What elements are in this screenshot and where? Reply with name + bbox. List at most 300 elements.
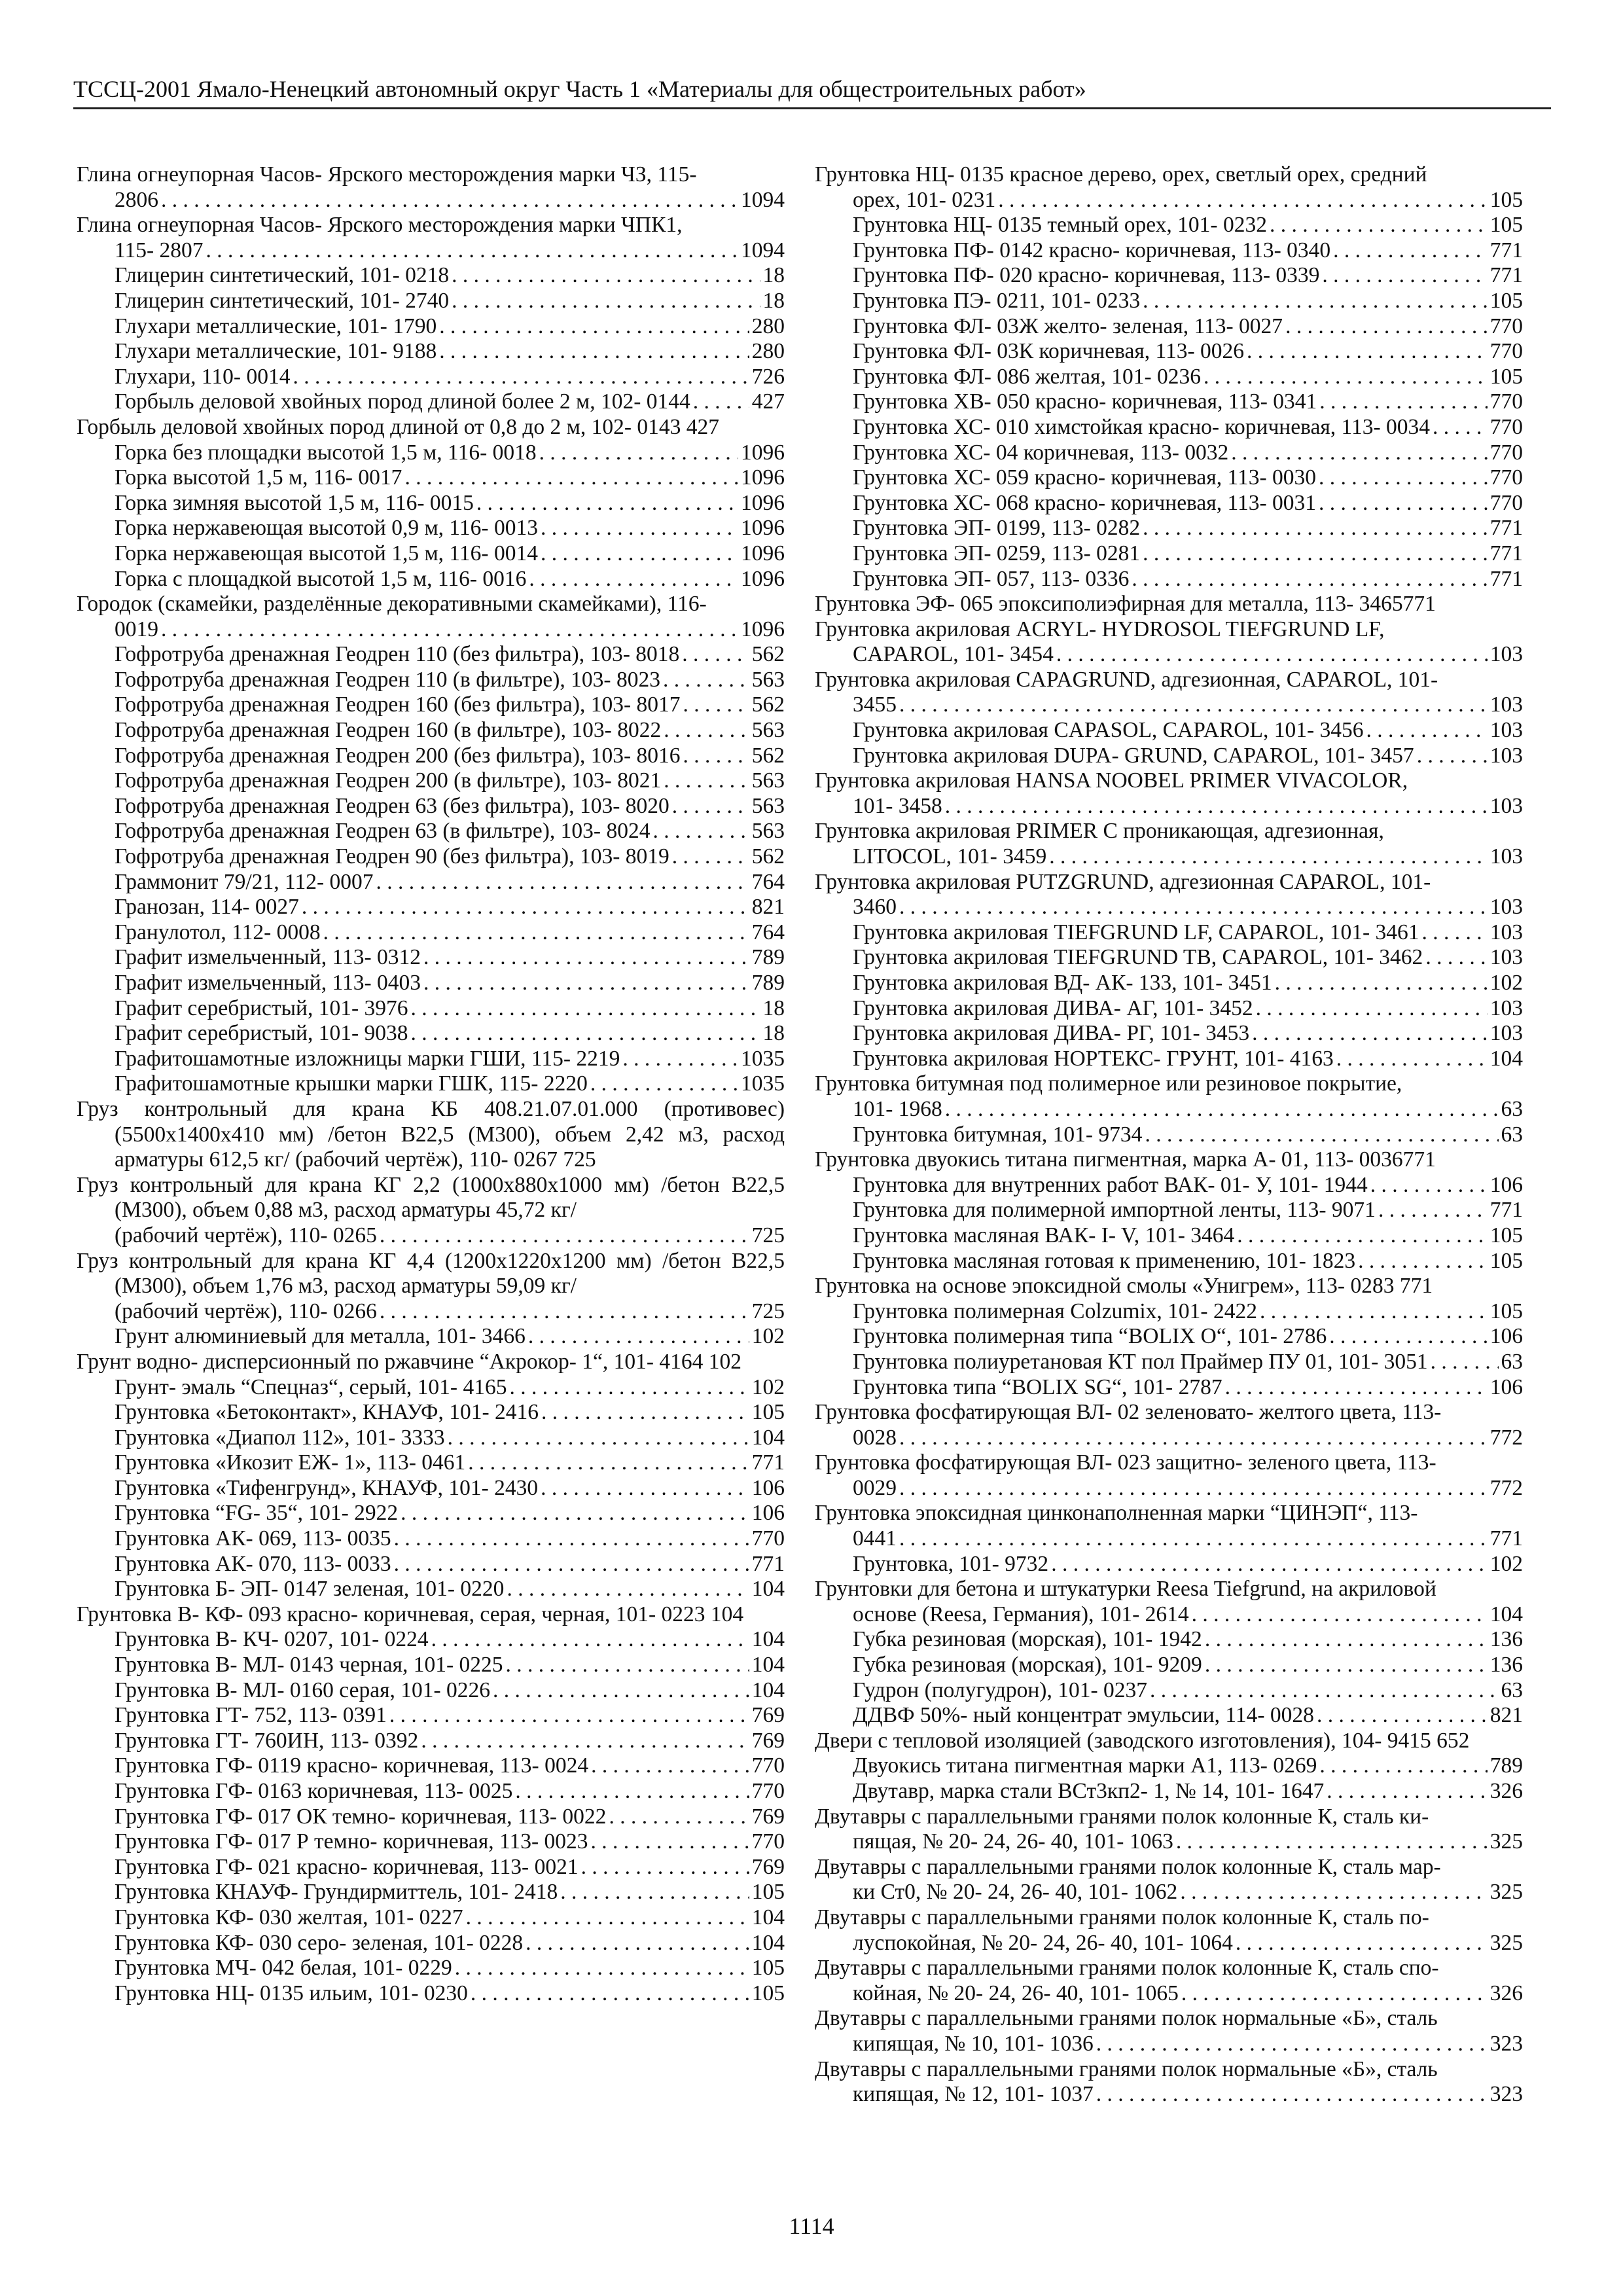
index-entry [77, 1703, 785, 1729]
entry-page-number: 18 [762, 996, 785, 1020]
entry-text: Грунтовка полимерная типа “BOLIX O“, 101- 2786 [853, 1324, 1327, 1349]
entry-text: Горка с площадкой высотой 1,5 м, 116- 0016 [115, 566, 527, 591]
entry-text: Грунтовка «Диапол 112», 101- 3333 [115, 1425, 445, 1450]
entry-text: Грунтовка ФЛ- 086 желтая, 101- 0236 [853, 364, 1201, 389]
entry-text: Грунтовка АК- 069, 113- 0035 [115, 1526, 391, 1551]
index-entry [815, 1021, 1523, 1047]
entry-text: Грунтовка фосфатирующая ВЛ- 023 защитно- зеленого цвета, 113- [815, 1450, 1436, 1475]
dot-leader [431, 1627, 749, 1653]
dot-leader [1422, 920, 1488, 946]
index-entry [77, 1855, 785, 1880]
dot-leader [161, 188, 738, 213]
entry-page-number: 102 [1489, 1551, 1523, 1576]
index-entry [815, 1552, 1523, 1577]
entry-text: Грунтовка типа “BOLIX SG“, 101- 2787 [853, 1374, 1222, 1399]
entry-text: ДДВФ 50%- ный концентрат эмульсии, 114- 0028 [853, 1703, 1314, 1728]
index-entry [815, 314, 1523, 340]
index-entry [77, 1097, 785, 1173]
index-entry [77, 1400, 785, 1426]
index-entry [815, 1779, 1523, 1804]
index-entry [815, 162, 1523, 213]
dot-leader [683, 744, 749, 769]
entry-text: орех, 101- 0231 [853, 187, 996, 212]
index-entry [815, 1350, 1523, 1375]
index-entry [77, 1501, 785, 1526]
entry-page-number: 789 [751, 971, 785, 995]
entry-text: Глухари, 110- 0014 [115, 364, 291, 389]
entry-page-number: 770 [1489, 339, 1523, 364]
index-entry [77, 1627, 785, 1653]
entry-page-number: 326 [1489, 1779, 1523, 1803]
index-entry [77, 744, 785, 769]
dot-leader [693, 389, 749, 415]
dot-leader [1270, 213, 1488, 238]
entry-page-number: 103 [1489, 718, 1523, 743]
dot-leader [1143, 541, 1488, 567]
entry-text: койная, № 20- 24, 26- 40, 101- 1065 [853, 1981, 1179, 2005]
dot-leader [452, 289, 760, 314]
entry-page-number: 725 [751, 1223, 785, 1247]
index-entry [815, 1804, 1523, 1855]
entry-text: Грунтовка полиуретановая КТ пол Праймер ПУ 01, 101- 3051 [853, 1349, 1428, 1374]
dot-leader [1319, 389, 1487, 415]
entry-page-number: 325 [1489, 1930, 1523, 1955]
entry-text: Грунтовка акриловая НОРТЕКС- ГРУНТ, 101- 4163 [853, 1046, 1334, 1071]
dot-leader [380, 1223, 749, 1249]
entry-text: Гофротруба дренажная Геодрен 200 (без фильтра), 103- 8016 [115, 743, 681, 768]
dot-leader [682, 642, 749, 668]
dot-leader [1433, 415, 1488, 440]
index-entry [77, 768, 785, 794]
entry-page-number: 103 [1489, 743, 1523, 768]
entry-text: Гофротруба дренажная Геодрен 63 (в фильтре), 103- 8024 [115, 819, 651, 844]
dot-leader [1145, 1122, 1498, 1148]
entry-page-number: 323 [1489, 2082, 1523, 2107]
index-entry [77, 592, 785, 642]
dot-leader [1329, 1324, 1488, 1350]
index-entry [815, 1627, 1523, 1653]
index-entry [815, 718, 1523, 744]
entry-text: Грунтовка «Икозит ЕЖ- 1», 113- 0461 [115, 1450, 466, 1475]
entry-text: Двутавры с параллельными гранями полок колонные К, сталь по- [815, 1905, 1429, 1929]
index-entry [815, 1071, 1523, 1122]
dot-leader [1252, 1021, 1488, 1047]
entry-text: Двутавры с параллельными гранями полок колонные К, сталь ки- [815, 1804, 1429, 1829]
index-entry [77, 1678, 785, 1704]
dot-leader [1176, 1829, 1488, 1855]
entry-text: Гофротруба дренажная Геодрен 200 (в фильтре), 103- 8021 [115, 768, 662, 793]
entry-text: Груз контрольный для крана КБ 408.21.07.01.000 (противовес) (5500х1400х410 мм) /бетон В22,5 (М300), объем 2,42 м3, расход арматуры 612,5 кг/ (рабочий чертёж), 110- 0267 725 [77, 1096, 785, 1172]
entry-text: Грунтовка ЭФ- 065 эпоксиполиэфирная для металла, 113- 3465771 [815, 592, 1436, 617]
entry-page-number: 326 [1489, 1981, 1523, 2005]
index-column-right [815, 162, 1523, 2108]
entry-page-number: 821 [1489, 1703, 1523, 1728]
entry-page-number: 821 [751, 895, 785, 920]
dot-leader [1319, 491, 1488, 516]
dot-leader [1096, 2082, 1488, 2108]
dot-leader [1132, 567, 1487, 592]
index-entry [815, 592, 1523, 617]
entry-text: Грунтовка ПЭ- 0211, 101- 0233 [853, 288, 1141, 313]
dot-leader [1378, 1198, 1488, 1223]
dot-leader [581, 1855, 749, 1880]
entry-text: Грунт- эмаль “Спецназ“, серый, 101- 4165 [115, 1374, 507, 1399]
dot-leader [663, 668, 749, 693]
entry-page-number: 563 [751, 793, 785, 818]
index-entry [77, 1905, 785, 1931]
entry-page-number: 325 [1489, 1880, 1523, 1905]
entry-page-number: 105 [1489, 1299, 1523, 1323]
entry-text: Грунтовка ГФ- 017 ОК темно- коричневая, 113- 0022 [115, 1804, 607, 1829]
index-entry [815, 1855, 1523, 1905]
dot-leader [1150, 1678, 1499, 1704]
entry-text: Двутавр, марка стали ВСт3кп2- 1, № 14, 101- 1647 [853, 1779, 1325, 1803]
entry-text: Грунтовка полимерная Colzumix, 101- 2422 [853, 1299, 1257, 1323]
index-entry [815, 365, 1523, 390]
index-entry [77, 692, 785, 718]
dot-leader [1051, 1552, 1488, 1577]
entry-page-number: 104 [1489, 1602, 1523, 1626]
entry-page-number: 1096 [741, 541, 785, 565]
dot-leader [394, 1526, 749, 1552]
index-entry [815, 1703, 1523, 1729]
entry-text: Грунтовка акриловая PRIMER C проникающая, адгезионная, [815, 819, 1384, 844]
entry-text: Грунтовка АК- 070, 113- 0033 [115, 1551, 391, 1576]
dot-leader [1049, 844, 1488, 870]
running-header: ТССЦ-2001 Ямало-Ненецкий автономный округ Часть 1 «Материалы для общестроительных работ» [73, 73, 1551, 109]
entry-text: Грунтовка КНАУФ- Грундирмиттель, 101- 2418 [115, 1880, 558, 1905]
entry-page-number: 1096 [741, 617, 785, 641]
dot-leader [448, 1426, 749, 1451]
entry-text: Грунт водно- дисперсионный по ржавчине “Акрокор- 1“, 101- 4164 102 [77, 1349, 742, 1374]
entry-text: Гранулотол, 112- 0008 [115, 920, 321, 944]
index-entry [815, 1653, 1523, 1678]
entry-text: Двутавры с параллельными гранями полок нормальные «Б», сталь [815, 2056, 1438, 2081]
index-entry [77, 1426, 785, 1451]
dot-leader [1143, 516, 1488, 541]
entry-page-number: 103 [1489, 895, 1523, 920]
entry-page-number: 1035 [741, 1071, 785, 1096]
dot-leader [439, 314, 749, 340]
entry-text: Глина огнеупорная Часов- Ярского месторождения марки ЧЗ, 115- [77, 162, 697, 187]
entry-page-number: 726 [751, 364, 785, 389]
entry-page-number: 18 [762, 263, 785, 288]
index-entry [815, 920, 1523, 946]
entry-text: 0028 [853, 1425, 897, 1450]
entry-page-number: 102 [751, 1374, 785, 1399]
entry-page-number: 103 [1489, 642, 1523, 667]
index-entry [77, 1804, 785, 1830]
entry-page-number: 771 [1489, 238, 1523, 262]
entry-page-number: 104 [751, 1930, 785, 1955]
dot-leader [1205, 1627, 1488, 1653]
entry-page-number: 771 [1489, 566, 1523, 591]
index-entry [77, 1653, 785, 1678]
entry-text: Грунтовка Б- ЭП- 0147 зеленая, 101- 0220 [115, 1577, 505, 1602]
entry-text: 0029 [853, 1475, 897, 1500]
index-entry [77, 996, 785, 1022]
dot-leader [529, 567, 738, 592]
entry-page-number: 280 [751, 314, 785, 338]
index-entry [77, 314, 785, 340]
dot-leader [1417, 744, 1488, 769]
index-entry [815, 567, 1523, 592]
index-entry [77, 945, 785, 971]
entry-text: Графит измельченный, 113- 0403 [115, 971, 421, 995]
index-entry [815, 1678, 1523, 1704]
dot-leader [471, 1981, 749, 2007]
entry-page-number: 104 [751, 1905, 785, 1929]
index-entry [815, 996, 1523, 1022]
dot-leader [1285, 314, 1488, 340]
dot-leader [945, 1097, 1499, 1122]
dot-leader [411, 996, 760, 1022]
entry-page-number: 563 [751, 718, 785, 743]
index-entry [77, 718, 785, 744]
entry-text: Грунтовка масляная готовая к применению, 101- 1823 [853, 1248, 1356, 1273]
dot-leader [539, 440, 738, 466]
entry-text: Грунтовка ПФ- 0142 красно- коричневая, 113- 0340 [853, 238, 1331, 262]
entry-page-number: 771 [751, 1450, 785, 1475]
entry-text: Гудрон (полугудрон), 101- 0237 [853, 1677, 1147, 1702]
entry-page-number: 769 [751, 1804, 785, 1829]
dot-leader [1358, 1249, 1488, 1274]
entry-text: (рабочий чертёж), 110- 0266 [115, 1299, 377, 1323]
dot-leader [1322, 263, 1487, 289]
dot-leader [1143, 289, 1488, 314]
dot-leader [945, 794, 1488, 819]
entry-page-number: 1094 [741, 187, 785, 212]
entry-page-number: 769 [751, 1728, 785, 1753]
dot-leader [541, 541, 738, 567]
dot-leader [452, 263, 760, 289]
entry-text: Грунтовка акриловая HANSA NOOBEL PRIMER VIVACOLOR, [815, 768, 1408, 793]
entry-text: кипящая, № 10, 101- 1036 [853, 2031, 1094, 2056]
index-entry [815, 945, 1523, 971]
entry-text: Грунтовка НЦ- 0135 ильим, 101- 0230 [115, 1981, 468, 2005]
entry-page-number: 18 [762, 288, 785, 313]
entry-text: Грунтовка В- МЛ- 0160 серая, 101- 0226 [115, 1677, 491, 1702]
entry-text: Грунтовка НЦ- 0135 красное дерево, орех, светлый орех, средний [815, 162, 1427, 187]
index-entry [77, 1350, 785, 1375]
index-entry [815, 1299, 1523, 1325]
dot-leader [302, 895, 749, 920]
entry-text: Грунтовка битумная, 101- 9734 [853, 1122, 1143, 1147]
entry-text: 101- 3458 [853, 793, 942, 818]
index-entry [77, 844, 785, 870]
entry-text: Грунтовка масляная ВАК- I- V, 101- 3464 [853, 1223, 1235, 1247]
entry-text: Грунтовка акриловая ДИВА- АГ, 101- 3452 [853, 996, 1253, 1020]
entry-page-number: 771 [1489, 263, 1523, 288]
entry-text: Горка высотой 1,5 м, 116- 0017 [115, 465, 402, 490]
entry-text: Грунтовка акриловая ACRYL- HYDROSOL TIEFGRUND LF, [815, 617, 1385, 641]
dot-leader [476, 491, 738, 516]
entry-page-number: 103 [1489, 945, 1523, 970]
entry-text: 2806 [115, 187, 158, 212]
index-entry [815, 339, 1523, 365]
entry-page-number: 770 [1489, 414, 1523, 439]
entry-text: Грунт алюминиевый для металла, 101- 3466 [115, 1324, 526, 1349]
index-entry [77, 1931, 785, 1956]
entry-page-number: 789 [751, 945, 785, 970]
index-entry [815, 1577, 1523, 1627]
index-entry [815, 1729, 1523, 1754]
dot-leader [455, 1956, 749, 1981]
dot-leader [493, 1678, 749, 1704]
entry-page-number: 104 [751, 1425, 785, 1450]
index-entry [77, 567, 785, 592]
entry-page-number: 563 [751, 768, 785, 793]
entry-page-number: 770 [751, 1829, 785, 1854]
entry-text: 101- 1968 [853, 1096, 942, 1121]
entry-text: Грунтовка ХС- 059 красно- коричневая, 113- 0030 [853, 465, 1316, 490]
entry-text: Грунтовка фосфатирующая ВЛ- 02 зеленовато- желтого цвета, 113- [815, 1400, 1442, 1425]
entry-page-number: 770 [751, 1526, 785, 1551]
entry-text: 0019 [115, 617, 158, 641]
entry-page-number: 106 [751, 1501, 785, 1526]
entry-text: Горка зимняя высотой 1,5 м, 116- 0015 [115, 490, 474, 515]
entry-text: Грунтовка “FG- 35“, 101- 2922 [115, 1501, 399, 1526]
dot-leader [541, 1476, 749, 1501]
index-entry [77, 1021, 785, 1047]
entry-text: Грунтовка ЭП- 0259, 113- 0281 [853, 541, 1141, 565]
dot-leader [1260, 1299, 1488, 1325]
index-entry [77, 1071, 785, 1097]
entry-text: Глина огнеупорная Часов- Ярского месторождения марки ЧПК1, [77, 213, 683, 238]
index-entry [815, 1249, 1523, 1274]
index-entry [815, 1400, 1523, 1450]
entry-page-number: 771 [751, 1551, 785, 1576]
index-entry [77, 465, 785, 491]
entry-page-number: 770 [1489, 440, 1523, 465]
dot-leader [1425, 945, 1487, 971]
entry-text: Грунтовка В- МЛ- 0143 черная, 101- 0225 [115, 1653, 503, 1677]
entry-text: Грунтовка акриловая PUTZGRUND, адгезионная CAPAROL, 101- [815, 869, 1431, 894]
dot-leader [1205, 1653, 1488, 1678]
entry-text: Грунтовка ГФ- 021 красно- коричневая, 113- 0021 [115, 1854, 579, 1879]
index-entry [815, 1274, 1523, 1299]
index-entry [815, 516, 1523, 541]
entry-page-number: 63 [1501, 1349, 1523, 1374]
index-entry [77, 440, 785, 466]
entry-text: Горка нержавеющая высотой 1,5 м, 116- 0014 [115, 541, 538, 565]
index-entry [77, 339, 785, 365]
entry-page-number: 106 [751, 1475, 785, 1500]
index-entry [815, 1223, 1523, 1249]
entry-page-number: 104 [751, 1627, 785, 1652]
entry-page-number: 106 [1489, 1324, 1523, 1349]
entry-page-number: 770 [751, 1779, 785, 1803]
index-entry [815, 1375, 1523, 1401]
index-entry [77, 1173, 785, 1249]
entry-text: основе (Reesa, Германия), 101- 2614 [853, 1602, 1189, 1626]
dot-leader [423, 971, 749, 996]
dot-leader [1180, 1880, 1487, 1905]
entry-page-number: 106 [1489, 1374, 1523, 1399]
page-number: 1114 [789, 2213, 834, 2239]
entry-text: Грунтовка для внутренних работ ВАК- 01- У, 101- 1944 [853, 1172, 1368, 1197]
entry-page-number: 63 [1501, 1677, 1523, 1702]
entry-text: Грунтовка двуокись титана пигментная, марка А- 01, 113- 0036771 [815, 1147, 1436, 1172]
entry-page-number: 562 [751, 844, 785, 869]
index-entry [815, 744, 1523, 769]
index-entry [77, 668, 785, 693]
index-entry [77, 1375, 785, 1401]
index-entry [77, 1956, 785, 1981]
entry-text: Грунтовка ФЛ- 03Ж желто- зеленая, 113- 0027 [853, 314, 1283, 338]
dot-leader [376, 870, 749, 895]
entry-text: Гофротруба дренажная Геодрен 110 (в фильтре), 103- 8023 [115, 667, 660, 692]
dot-leader [404, 465, 738, 491]
dot-leader [394, 1552, 749, 1577]
index-entry [77, 389, 785, 415]
entry-page-number: 103 [1489, 844, 1523, 869]
dot-leader [1181, 1981, 1488, 2007]
entry-page-number: 105 [751, 1880, 785, 1905]
entry-text: Грунтовка ГТ- 752, 113- 0391 [115, 1703, 387, 1728]
index-entry [815, 1198, 1523, 1223]
entry-text: Груз контрольный для крана КГ 2,2 (1000х880х1000 мм) /бетон В22,5 (М300), объем 0,88 м3, расход арматуры 45,72 кг/ [77, 1172, 785, 1223]
dot-leader [899, 1476, 1488, 1501]
index-entry [815, 819, 1523, 869]
dot-leader [380, 1299, 749, 1325]
entry-page-number: 63 [1501, 1122, 1523, 1147]
entry-text: Грунтовка эпоксидная цинконаполненная марки “ЦИНЭП“, 113- [815, 1501, 1418, 1526]
entry-page-number: 103 [1489, 920, 1523, 944]
index-entry [815, 1324, 1523, 1350]
dot-leader [560, 1880, 749, 1905]
dot-leader [541, 1400, 749, 1426]
entry-text: Графит серебристый, 101- 3976 [115, 996, 408, 1020]
index-entry [77, 1753, 785, 1779]
entry-page-number: 1094 [741, 238, 785, 262]
entry-text: Грунтовка акриловая ДИВА- РГ, 101- 3453 [853, 1021, 1250, 1046]
dot-leader [1247, 339, 1488, 365]
dot-leader [1275, 971, 1488, 996]
index-entry [815, 1905, 1523, 1956]
entry-page-number: 18 [762, 1021, 785, 1046]
entry-text: Грунтовка В- КЧ- 0207, 101- 0224 [115, 1627, 429, 1652]
index-entry [815, 1450, 1523, 1501]
dot-leader [672, 794, 749, 819]
index-entry [77, 1779, 785, 1804]
entry-page-number: 105 [751, 1981, 785, 2005]
entry-page-number: 104 [751, 1577, 785, 1602]
index-entry [815, 415, 1523, 440]
entry-page-number: 1096 [741, 490, 785, 515]
index-entry [815, 1047, 1523, 1072]
entry-page-number: 104 [1489, 1046, 1523, 1071]
dot-leader [683, 692, 749, 718]
dot-leader [609, 1804, 749, 1830]
dot-leader [439, 339, 749, 365]
dot-leader [899, 692, 1488, 718]
entry-text: Грунтовка ЭП- 0199, 113- 0282 [853, 516, 1141, 541]
entry-page-number: 725 [751, 1299, 785, 1323]
entry-text: Грунтовка ГФ- 0163 коричневая, 113- 0025 [115, 1779, 513, 1803]
dot-leader [206, 238, 738, 264]
entry-page-number: 63 [1501, 1096, 1523, 1121]
dot-leader [1327, 1779, 1488, 1804]
entry-page-number: 103 [1489, 996, 1523, 1020]
dot-leader [1370, 1173, 1488, 1198]
dot-leader [591, 1829, 749, 1855]
entry-page-number: 563 [751, 667, 785, 692]
entry-text: Грунтовка битумная под полимерное или резиновое покрытие, [815, 1071, 1402, 1096]
entry-page-number: 562 [751, 692, 785, 717]
entry-text: LITOCOL, 101- 3459 [853, 844, 1047, 869]
index-entry [815, 440, 1523, 466]
